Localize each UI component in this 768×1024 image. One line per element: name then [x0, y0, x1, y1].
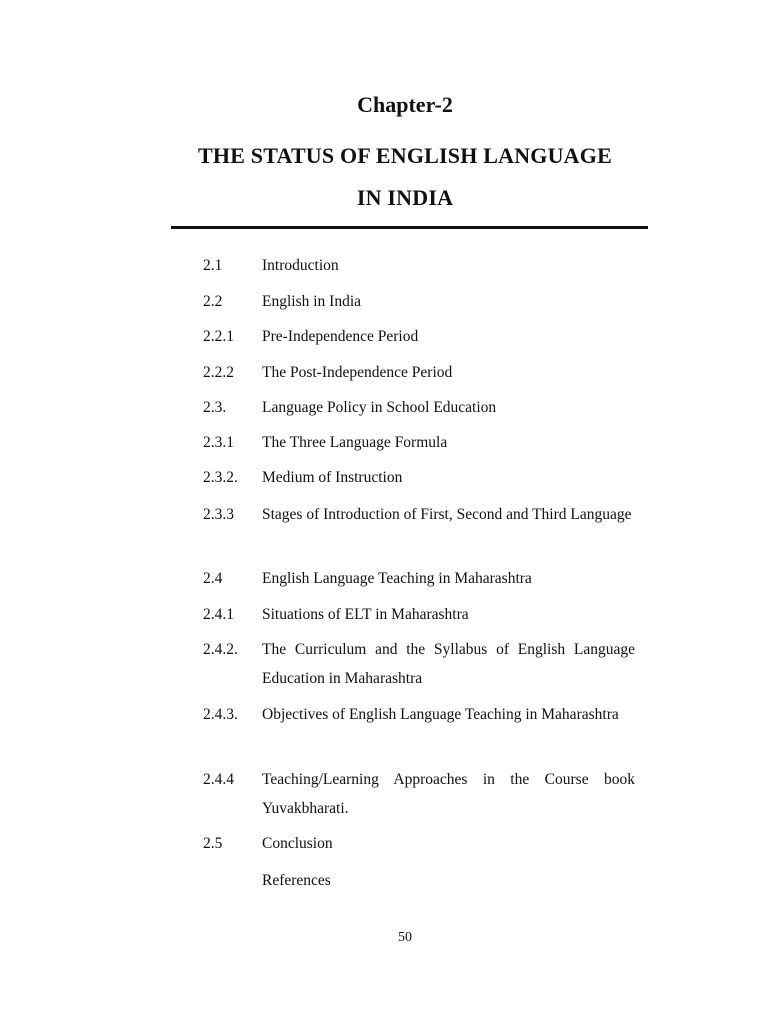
toc-item-2-1: [203, 251, 635, 280]
toc-title: Pre-Independence Period: [262, 328, 419, 345]
toc-item-references: [203, 866, 635, 895]
toc-item-2-4-2: [203, 635, 635, 693]
toc-item-2-5: [203, 829, 635, 858]
toc-number: 2.3.1: [203, 434, 234, 451]
toc-number: 2.2.2: [203, 364, 234, 381]
toc-number: 2.3.: [203, 399, 227, 416]
chapter-title-line-2: IN INDIA: [356, 185, 454, 210]
toc-number: 2.3.3: [203, 506, 234, 523]
toc-title: Conclusion: [262, 835, 333, 852]
toc-title: References: [262, 872, 331, 889]
toc-title: Objectives of English Language Teaching in Maharashtra: [262, 706, 619, 723]
toc-number: 2.2.1: [203, 328, 234, 345]
toc-item-2-3: [203, 393, 635, 422]
toc-item-2-4-4: [203, 765, 635, 823]
page-number: 50: [398, 930, 412, 945]
toc-number: 2.4.1: [203, 606, 234, 623]
toc-title: The Curriculum and the Syllabus of English Language Education in Maharashtra: [262, 641, 635, 687]
toc-title: Language Policy in School Education: [262, 399, 497, 416]
toc-title: Situations of ELT in Maharashtra: [262, 606, 469, 623]
toc-title: English in India: [262, 293, 362, 310]
toc-title: Medium of Instruction: [262, 469, 403, 486]
toc-title: Teaching/Learning Approaches in the Course book Yuvakbharati.: [262, 771, 635, 817]
toc-title: Stages of Introduction of First, Second and Third Language: [262, 506, 632, 523]
toc-item-2-2: [203, 287, 635, 316]
toc-number: 2.4.4: [203, 771, 234, 788]
toc-item-2-4: [203, 564, 635, 593]
toc-number: 2.4: [203, 570, 223, 587]
toc-item-2-3-1: [203, 428, 635, 457]
toc-title: English Language Teaching in Maharashtra: [262, 570, 532, 587]
toc-title: The Post-Independence Period: [262, 364, 453, 381]
toc-number: 2.2: [203, 293, 223, 310]
toc-number: 2.4.3.: [203, 706, 238, 723]
toc-title: Introduction: [262, 257, 339, 274]
toc-item-2-4-3: [203, 700, 635, 729]
chapter-label: Chapter-2: [357, 92, 453, 117]
chapter-title-line-1: THE STATUS OF ENGLISH LANGUAGE: [198, 143, 612, 168]
toc-item-2-2-1: [203, 322, 635, 351]
toc-item-2-3-2: [203, 463, 635, 492]
toc-number: 2.4.2.: [203, 641, 238, 658]
toc-item-2-3-3: [203, 500, 635, 529]
toc-item-2-2-2: [203, 358, 635, 387]
toc-item-2-4-1: [203, 600, 635, 629]
toc-title: The Three Language Formula: [262, 434, 448, 451]
toc-number: 2.5: [203, 835, 223, 852]
toc-number: 2.3.2.: [203, 469, 238, 486]
toc-number: 2.1: [203, 257, 223, 274]
